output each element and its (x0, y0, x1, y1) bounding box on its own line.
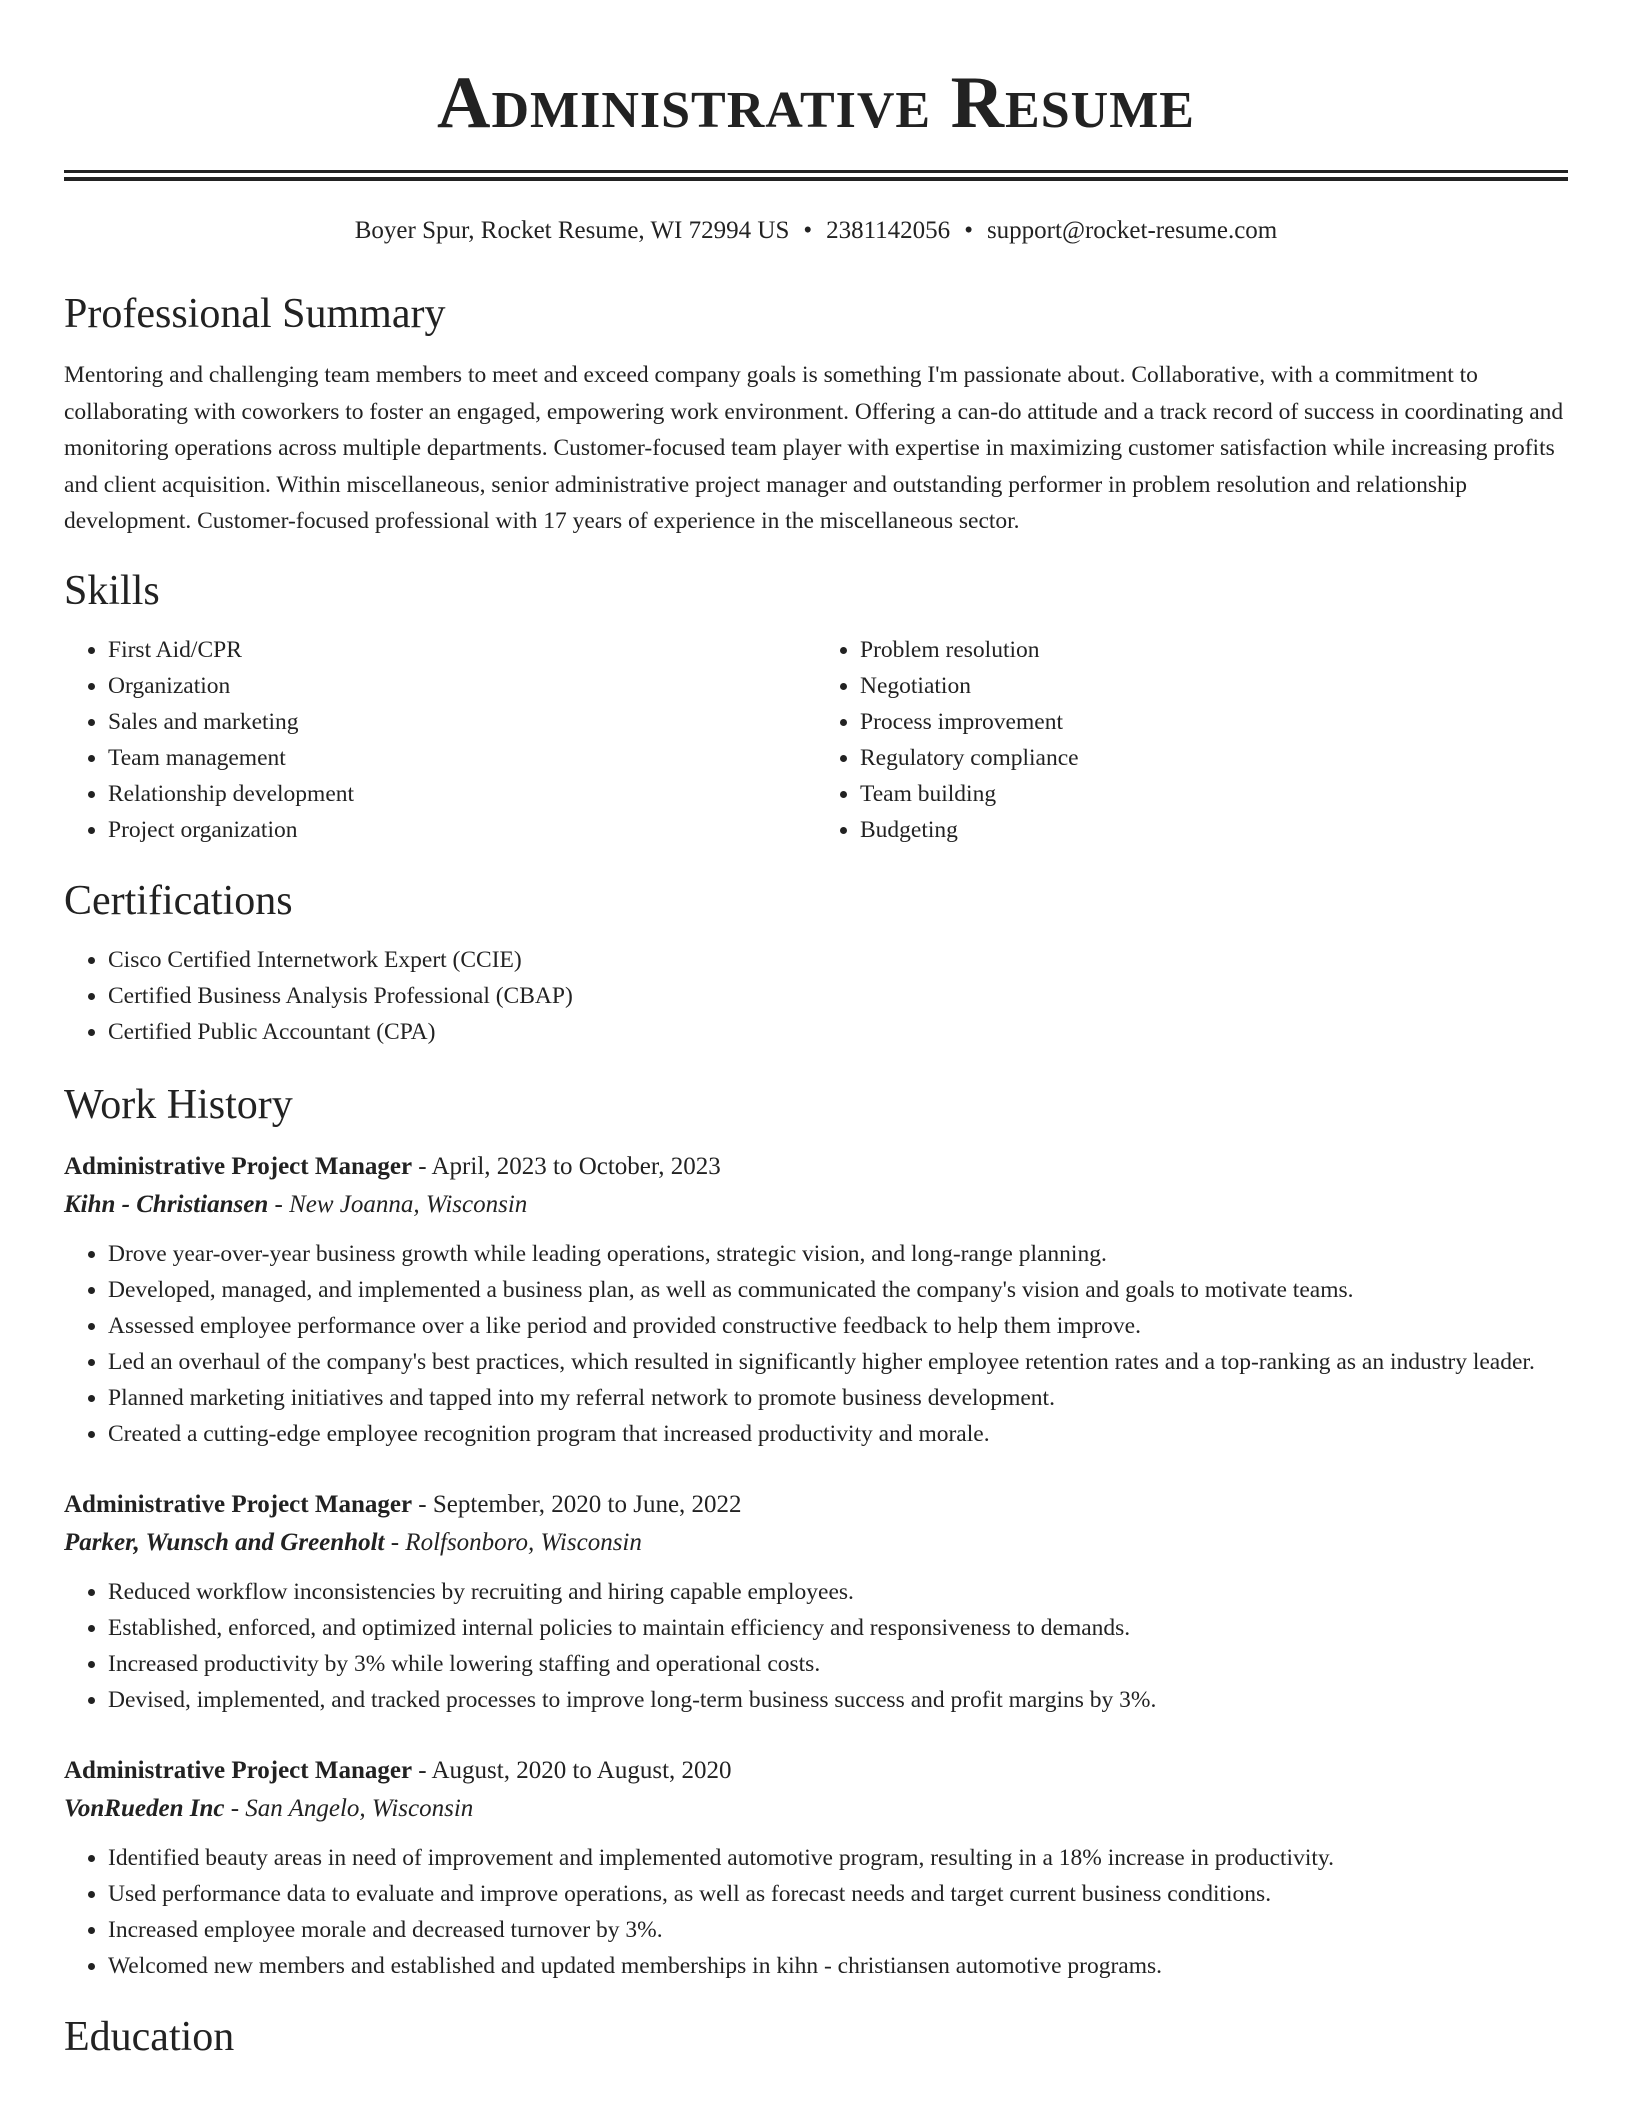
job-company: Kihn - Christiansen (64, 1191, 269, 1219)
job-entry (64, 1148, 1568, 1452)
contact-phone: 2381142056 (826, 217, 951, 244)
skills-list-left (64, 632, 816, 848)
contact-separator: • (803, 217, 813, 244)
job-bullet: • Welcomed new members and established and updated memberships in kihn - christiansen automotive programs. (108, 1948, 1568, 1984)
job-header (64, 1752, 1568, 1790)
job-bullet: • Planned marketing initiatives and tapped into my referral network to promote business development. (108, 1380, 1568, 1416)
skill-item: • Project organization (108, 812, 816, 848)
job-bullet: • Used performance data to evaluate and improve operations, as well as forecast needs and target current business conditions. (108, 1876, 1568, 1912)
job-bullet: • Increased employee morale and decreased turnover by 3%. (108, 1912, 1568, 1948)
education-heading: Education (64, 2014, 235, 2061)
skill-item: • Regulatory compliance (860, 740, 1568, 776)
education-section (64, 2014, 1568, 2060)
job-bullet: • Developed, managed, and implemented a business plan, as well as communicated the company's vision and goals to motivate teams. (108, 1272, 1568, 1308)
job-title: Administrative Project Manager (64, 1491, 413, 1519)
skills-columns (64, 632, 1568, 848)
certification-item: • Certified Public Accountant (CPA) (108, 1014, 1568, 1050)
job-location: - San Angelo, Wisconsin (230, 1795, 474, 1823)
summary-text: Mentoring and challenging team members to meet and exceed company goals is something I'm passionate about. Collaborative, with a commitment to collaborating with coworkers to foster an engaged, empowering work environment. Offering a can-do attitude and a track record of success in coordinating and monitoring operations across multiple departments. Customer-focused team player with expertise in maximizing customer satisfaction while increasing profits and client acquisition. Within miscellaneous, senior administrative project manager and outstanding performer in problem resolution and relationship development. Customer-focused professional with 17 years of experience in the miscellaneous sector. (64, 362, 1564, 535)
job-location: - Rolfsonboro, Wisconsin (390, 1529, 642, 1557)
skill-item: • Negotiation (860, 668, 1568, 704)
skill-item: • Relationship development (108, 776, 816, 812)
job-bullets (64, 1236, 1568, 1452)
contact-address: Boyer Spur, Rocket Resume, WI 72994 US (354, 217, 790, 244)
contact-separator: • (964, 217, 973, 244)
job-entry (64, 1752, 1568, 1984)
skill-item: • Problem resolution (860, 632, 1568, 668)
certifications-heading: Certifications (64, 877, 293, 924)
job-bullet: • Established, enforced, and optimized internal policies to maintain efficiency and responsiveness to demands. (108, 1610, 1568, 1646)
skill-item: • Team building (860, 776, 1568, 812)
skills-section (64, 568, 1568, 848)
skills-list-right (816, 632, 1568, 848)
job-bullets (64, 1574, 1568, 1718)
resume-title: Administrative Resume (437, 62, 1195, 144)
skill-item: • Organization (108, 668, 816, 704)
job-bullet: • Reduced workflow inconsistencies by recruiting and hiring capable employees. (108, 1574, 1568, 1610)
job-company: VonRueden Inc (64, 1795, 225, 1823)
job-dates: - August, 2020 to August, 2020 (418, 1757, 732, 1785)
job-bullet: • Created a cutting-edge employee recognition program that increased productivity and morale. (108, 1416, 1568, 1452)
job-employer (64, 1524, 1568, 1562)
certification-item: • Cisco Certified Internetwork Expert (CCIE) (108, 942, 1568, 978)
job-employer (64, 1186, 1568, 1224)
skill-item: • Budgeting (860, 812, 1568, 848)
certifications-section (64, 878, 1568, 1050)
title-divider (64, 170, 1568, 181)
skill-item: • Team management (108, 740, 816, 776)
job-location: - New Joanna, Wisconsin (274, 1191, 528, 1219)
skill-item: • Sales and marketing (108, 704, 816, 740)
job-company: Parker, Wunsch and Greenholt (64, 1529, 385, 1557)
skill-item: • Process improvement (860, 704, 1568, 740)
summary-section (64, 291, 1568, 540)
job-header (64, 1486, 1568, 1524)
job-title: Administrative Project Manager (64, 1153, 413, 1181)
job-bullet: • Drove year-over-year business growth while leading operations, strategic vision, and long-range planning. (108, 1236, 1568, 1272)
certifications-list (64, 942, 1568, 1050)
job-bullets (64, 1840, 1568, 1984)
job-bullet: • Identified beauty areas in need of improvement and implemented automotive program, resulting in a 18% increase in productivity. (108, 1840, 1568, 1876)
summary-heading: Professional Summary (64, 291, 446, 337)
work-history-heading: Work History (64, 1082, 293, 1129)
skills-heading: Skills (64, 567, 160, 614)
job-title: Administrative Project Manager (64, 1757, 413, 1785)
job-employer (64, 1790, 1568, 1828)
job-bullet: • Led an overhaul of the company's best practices, which resulted in significantly higher employee retention rates and a top-ranking as an industry leader. (108, 1344, 1568, 1380)
job-dates: - April, 2023 to October, 2023 (418, 1153, 721, 1181)
job-dates: - September, 2020 to June, 2022 (418, 1491, 742, 1519)
job-header (64, 1148, 1568, 1186)
skill-item: • First Aid/CPR (108, 632, 816, 668)
contact-line (64, 217, 1568, 245)
contact-email: support@rocket-resume.com (986, 217, 1278, 244)
work-history-section (64, 1082, 1568, 1984)
certification-item: • Certified Business Analysis Professional (CBAP) (108, 978, 1568, 1014)
job-bullet: • Increased productivity by 3% while lowering staffing and operational costs. (108, 1646, 1568, 1682)
job-bullet: • Assessed employee performance over a like period and provided constructive feedback to help them improve. (108, 1308, 1568, 1344)
job-entry (64, 1486, 1568, 1718)
job-bullet: • Devised, implemented, and tracked processes to improve long-term business success and profit margins by 3%. (108, 1682, 1568, 1718)
